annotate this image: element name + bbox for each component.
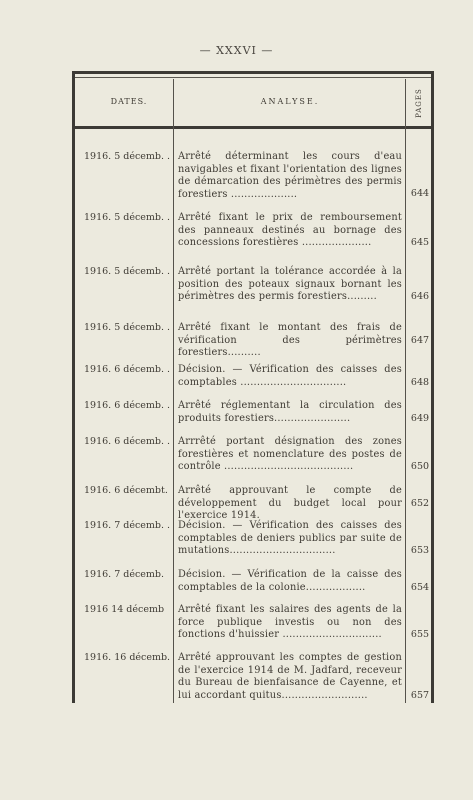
entry-text: Arrêté fixant le prix de remboursement des panneaux destinés au bornage des concessions forestières ..................... [178, 212, 402, 248]
column-divider-pages [405, 79, 406, 703]
entry-text: Arrêté fixant le montant des frais de vérification des périmètres forestiers.......... [178, 322, 402, 358]
entry-text: Arrêté approuvant le compte de développement du budget local pour l'exercice 1914. [178, 485, 402, 521]
page-number: — XXXVI — [199, 44, 274, 57]
entry-page: 645 [410, 237, 430, 248]
entry-page: 647 [410, 335, 430, 346]
entry-date: 1916. 16 décemb. [84, 652, 171, 663]
entry-date: 1916. 7 décemb. [84, 569, 165, 580]
entry-page: 655 [410, 629, 430, 640]
entry-page: 654 [410, 582, 430, 593]
entry-date: 1916. 5 décemb. . [84, 151, 171, 162]
entry-page: 653 [410, 545, 430, 556]
entry-page: 652 [410, 498, 430, 509]
entry-text: Décision. — Vérification des caisses des comptables ................................ [178, 364, 402, 388]
entry-text: Arrrêté portant désignation des zones forestières et nomenclature des postes de contrôle ....................................... [178, 436, 402, 472]
entry-date: 1916. 6 décemb. . [84, 436, 171, 447]
table-header [75, 79, 431, 129]
header-analyse: ANALYSE. [260, 97, 320, 106]
entry-text: Arrêté réglementant la circulation des produits forestiers....................... [178, 400, 402, 424]
entry-page: 649 [410, 413, 430, 424]
entry-date: 1916 14 décemb [84, 604, 165, 615]
entry-page: 657 [410, 690, 430, 701]
entry-date: 1916. 5 décemb. . [84, 212, 171, 223]
header-pages [413, 85, 425, 121]
header-dates: DATES. [110, 97, 148, 106]
entry-page: 646 [410, 291, 430, 302]
entry-text: Arrêté fixant les salaires des agents de la force publique investis ou non des fonctions d'huissier .............................. [178, 604, 402, 640]
column-divider-dates [173, 79, 174, 703]
entry-date: 1916. 5 décemb. . [84, 322, 171, 333]
entry-page: 644 [410, 188, 430, 199]
entry-page: 648 [410, 377, 430, 388]
entry-date: 1916. 6 décemb. . [84, 364, 171, 375]
entry-text: Décision. — Vérification de la caisse des comptables de la colonie.................. [178, 569, 402, 593]
entry-text: Arrêté approuvant les comptes de gestion de l'exercice 1914 de M. Jadfard, receveur du Bureau de bienfaisance de Cayenne, et lui accordant quitus.......................... [178, 652, 402, 701]
entry-date: 1916. 6 décemb. . [84, 400, 171, 411]
table-of-contents [72, 71, 434, 703]
header-pages-label: PAGES [415, 88, 423, 118]
entry-text: Arrêté déterminant les cours d'eau navigables et fixant l'orientation des lignes de démarcation des périmètres des permis forestiers .................... [178, 151, 402, 200]
entry-text: Arrêté portant la tolérance accordée à la position des poteaux signaux bornant les périmètres des permis forestiers......... [178, 266, 402, 302]
entry-date: 1916. 7 décemb. . [84, 520, 171, 531]
entry-text: Décision. — Vérification des caisses des comptables de deniers publics par suite de mutations................................ [178, 520, 402, 556]
entry-date: 1916. 6 décembt. [84, 485, 168, 496]
entry-page: 650 [410, 461, 430, 472]
entry-date: 1916. 5 décemb. . [84, 266, 171, 277]
